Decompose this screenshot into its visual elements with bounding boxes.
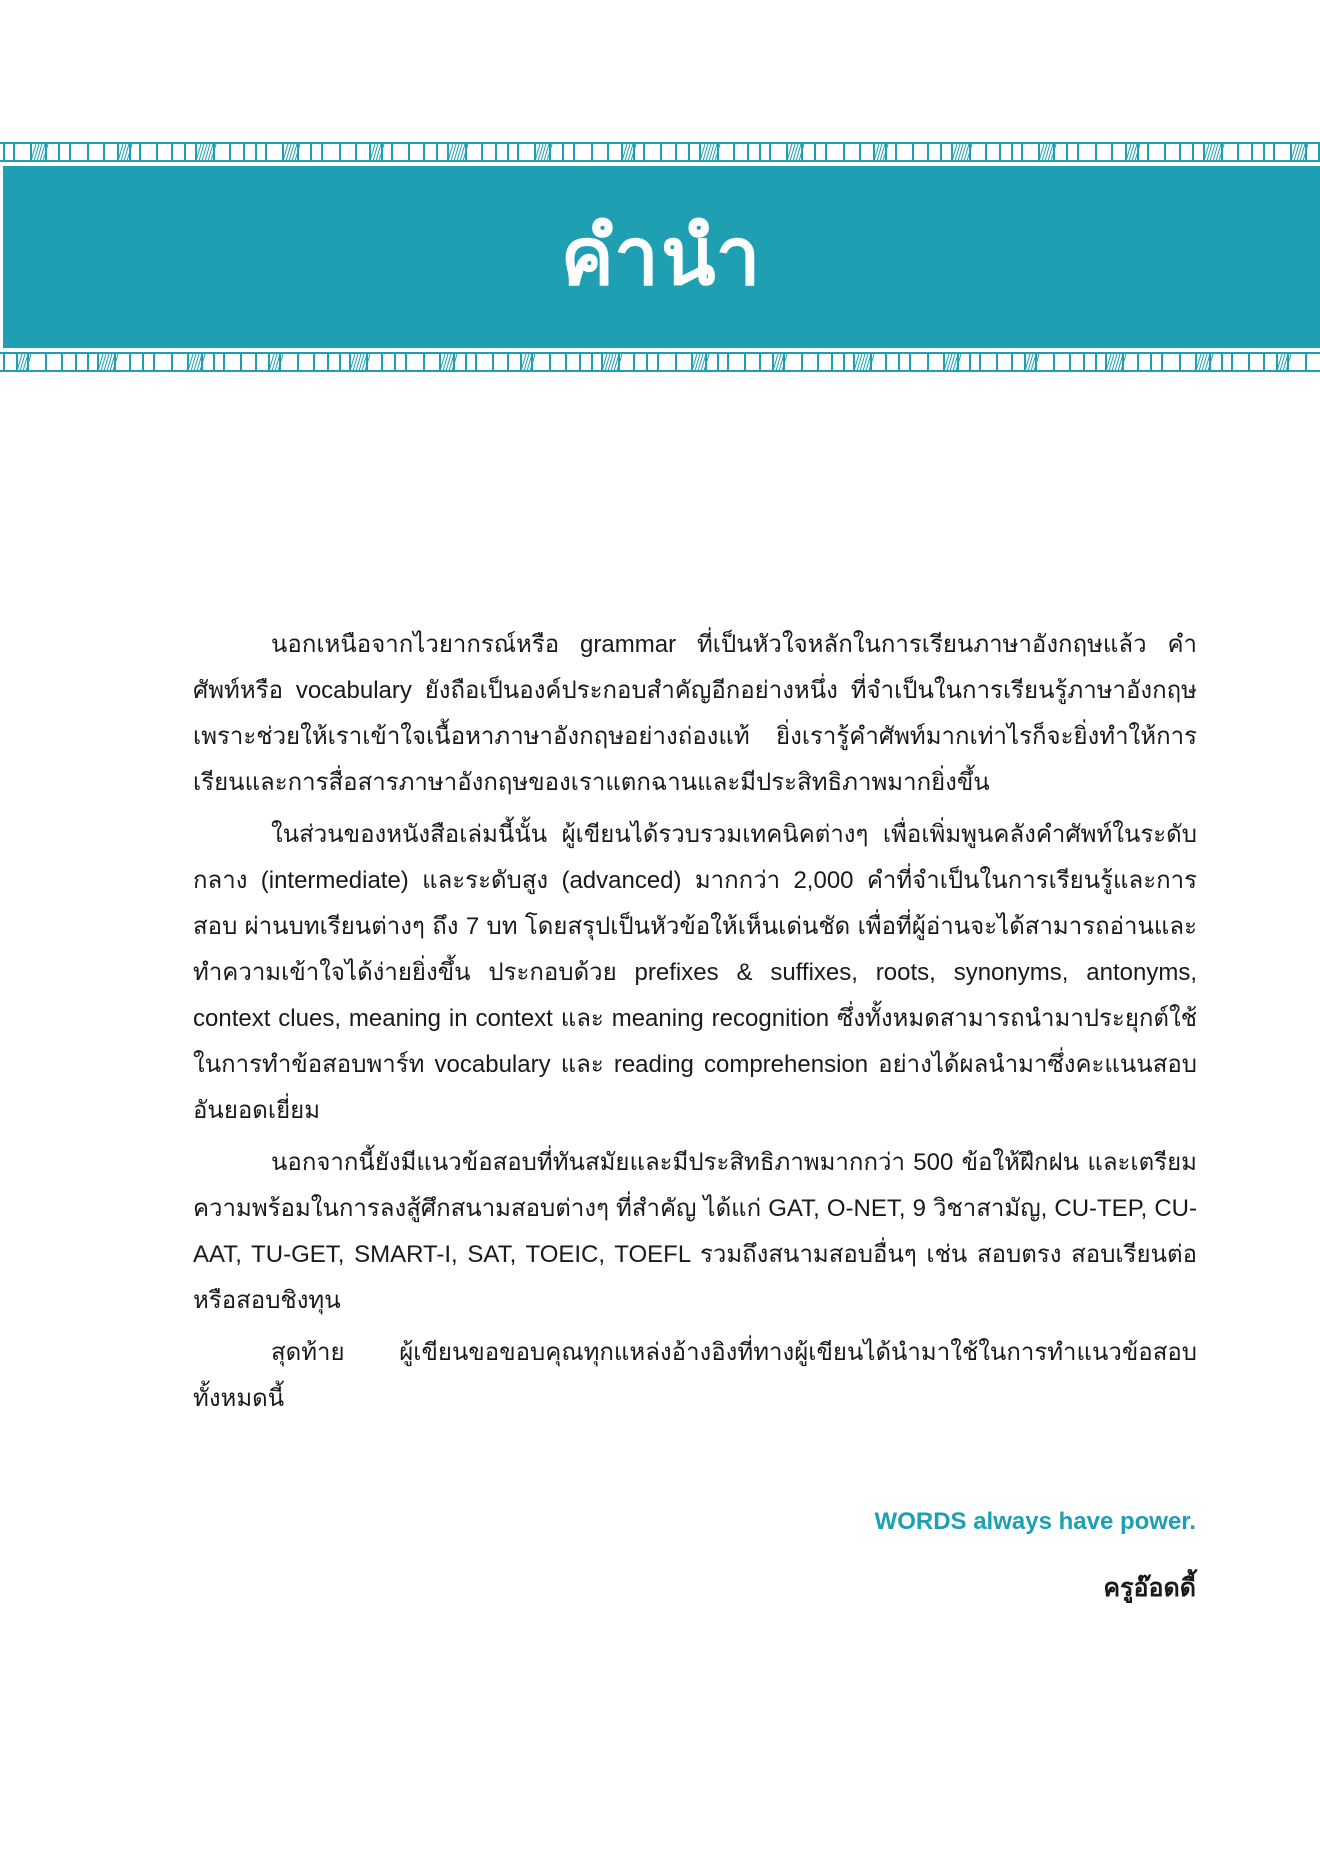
paragraph-3: นอกจากนี้ยังมีแนวข้อสอบที่ทันสมัยและมีประสิทธิภาพมากกว่า 500 ข้อให้ฝึกฝน และเตรียมความพร้อมในการลงสู้ศึกสนามสอบต่างๆ ที่สำคัญ ได้แก่ GAT, O-NET, 9 วิชาสามัญ, CU-TEP, CU-AAT, TU-GET, SMART-I, SAT, TOEIC, TOEFL รวมถึงสนามสอบอื่นๆ เช่น สอบตรง สอบเรียนต่อ หรือสอบชิงทุน — [193, 1149, 1197, 1314]
banner-top-border — [0, 141, 1320, 163]
banner-band — [3, 166, 1320, 348]
title-banner — [0, 141, 1320, 373]
paragraph-1: นอกเหนือจากไวยากรณ์หรือ grammar ที่เป็นหัวใจหลักในการเรียนภาษาอังกฤษแล้ว คำศัพท์หรือ vocabulary ยังถือเป็นองค์ประกอบสำคัญอีกอย่างหนึ่ง ที่จำเป็นในการเรียนรู้ภาษาอังกฤษ เพราะช่วยให้เราเข้าใจเนื้อหาภาษาอังกฤษอย่างถ่องแท้ ยิ่งเรารู้คำศัพท์มากเท่าไรก็จะยิ่งทำให้การเรียนและการสื่อสารภาษาอังกฤษของเราแตกฉานและมีประสิทธิภาพมากยิ่งขึ้น — [193, 631, 1197, 796]
paragraph-4: สุดท้าย ผู้เขียนขอขอบคุณทุกแหล่งอ้างอิงที่ทางผู้เขียนได้นำมาใช้ในการทำแนวข้อสอบทั้งหมดนี้ — [193, 1339, 1197, 1412]
tagline: WORDS always have power. — [874, 1508, 1196, 1535]
banner-bottom-border — [0, 351, 1320, 373]
page-title: คำนำ — [560, 210, 763, 303]
author-signature: ครูอ๊อดดี้ — [1103, 1573, 1196, 1602]
preface-body — [193, 622, 1197, 1422]
paragraph-2: ในส่วนของหนังสือเล่มนี้นั้น ผู้เขียนได้รวบรวมเทคนิคต่างๆ เพื่อเพิ่มพูนคลังคำศัพท์ในระดับกลาง (intermediate) และระดับสูง (advanced) มากกว่า 2,000 คำที่จำเป็นในการเรียนรู้และการสอบ ผ่านบทเรียนต่างๆ ถึง 7 บท โดยสรุปเป็นหัวข้อให้เห็นเด่นชัด เพื่อที่ผู้อ่านจะได้สามารถอ่านและทำความเข้าใจได้ง่ายยิ่งขึ้น ประกอบด้วย prefixes & suffixes, roots, synonyms, antonyms, context clues, meaning in context และ meaning recognition ซึ่งทั้งหมดสามารถนำมาประยุกต์ใช้ในการทำข้อสอบพาร์ท vocabulary และ reading comprehension อย่างได้ผลนำมาซึ่งคะแนนสอบอันยอดเยี่ยม — [193, 821, 1197, 1124]
